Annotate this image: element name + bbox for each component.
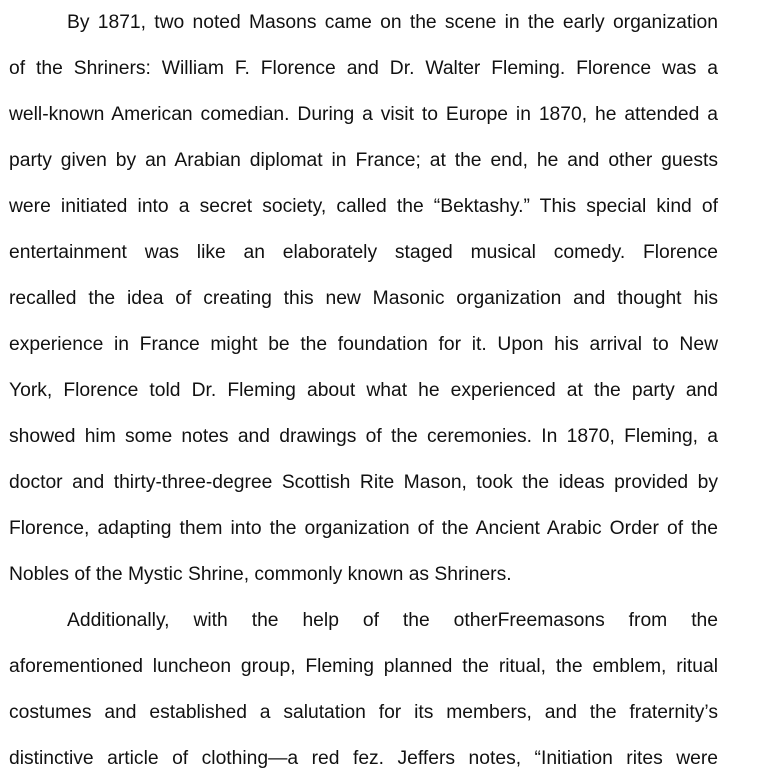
text-line: Additionally, with the help of the otherFreemasons from the [67, 610, 718, 631]
text-line: Nobles of the Mystic Shrine, commonly known as Shriners. [9, 564, 512, 585]
text-line: were initiated into a secret society, called the “Bektashy.” This special kind of [9, 196, 718, 217]
text-line: distinctive article of clothing—a red fez. Jeffers notes, “Initiation rites were [9, 748, 718, 769]
text-line: of the Shriners: William F. Florence and Dr. Walter Fleming. Florence was a [9, 58, 718, 79]
text-line: well-known American comedian. During a visit to Europe in 1870, he attended a [9, 104, 718, 125]
text-line: party given by an Arabian diplomat in France; at the end, he and other guests [9, 150, 718, 171]
text-line: costumes and established a salutation for its members, and the fraternity’s [9, 702, 718, 723]
text-line: doctor and thirty-three-degree Scottish Rite Mason, took the ideas provided by [9, 472, 718, 493]
text-line: entertainment was like an elaborately staged musical comedy. Florence [9, 242, 718, 263]
text-line: York, Florence told Dr. Fleming about what he experienced at the party and [9, 380, 718, 401]
text-line: aforementioned luncheon group, Fleming planned the ritual, the emblem, ritual [9, 656, 718, 677]
text-line: By 1871, two noted Masons came on the scene in the early organization [67, 12, 718, 33]
paragraph-2 [9, 598, 718, 782]
text-line: Florence, adapting them into the organization of the Ancient Arabic Order of the [9, 518, 718, 539]
paragraph-1 [9, 0, 718, 598]
text-line: experience in France might be the foundation for it. Upon his arrival to New [9, 334, 718, 355]
text-line: recalled the idea of creating this new Masonic organization and thought his [9, 288, 718, 309]
text-line: showed him some notes and drawings of the ceremonies. In 1870, Fleming, a [9, 426, 718, 447]
document-page [9, 0, 718, 782]
